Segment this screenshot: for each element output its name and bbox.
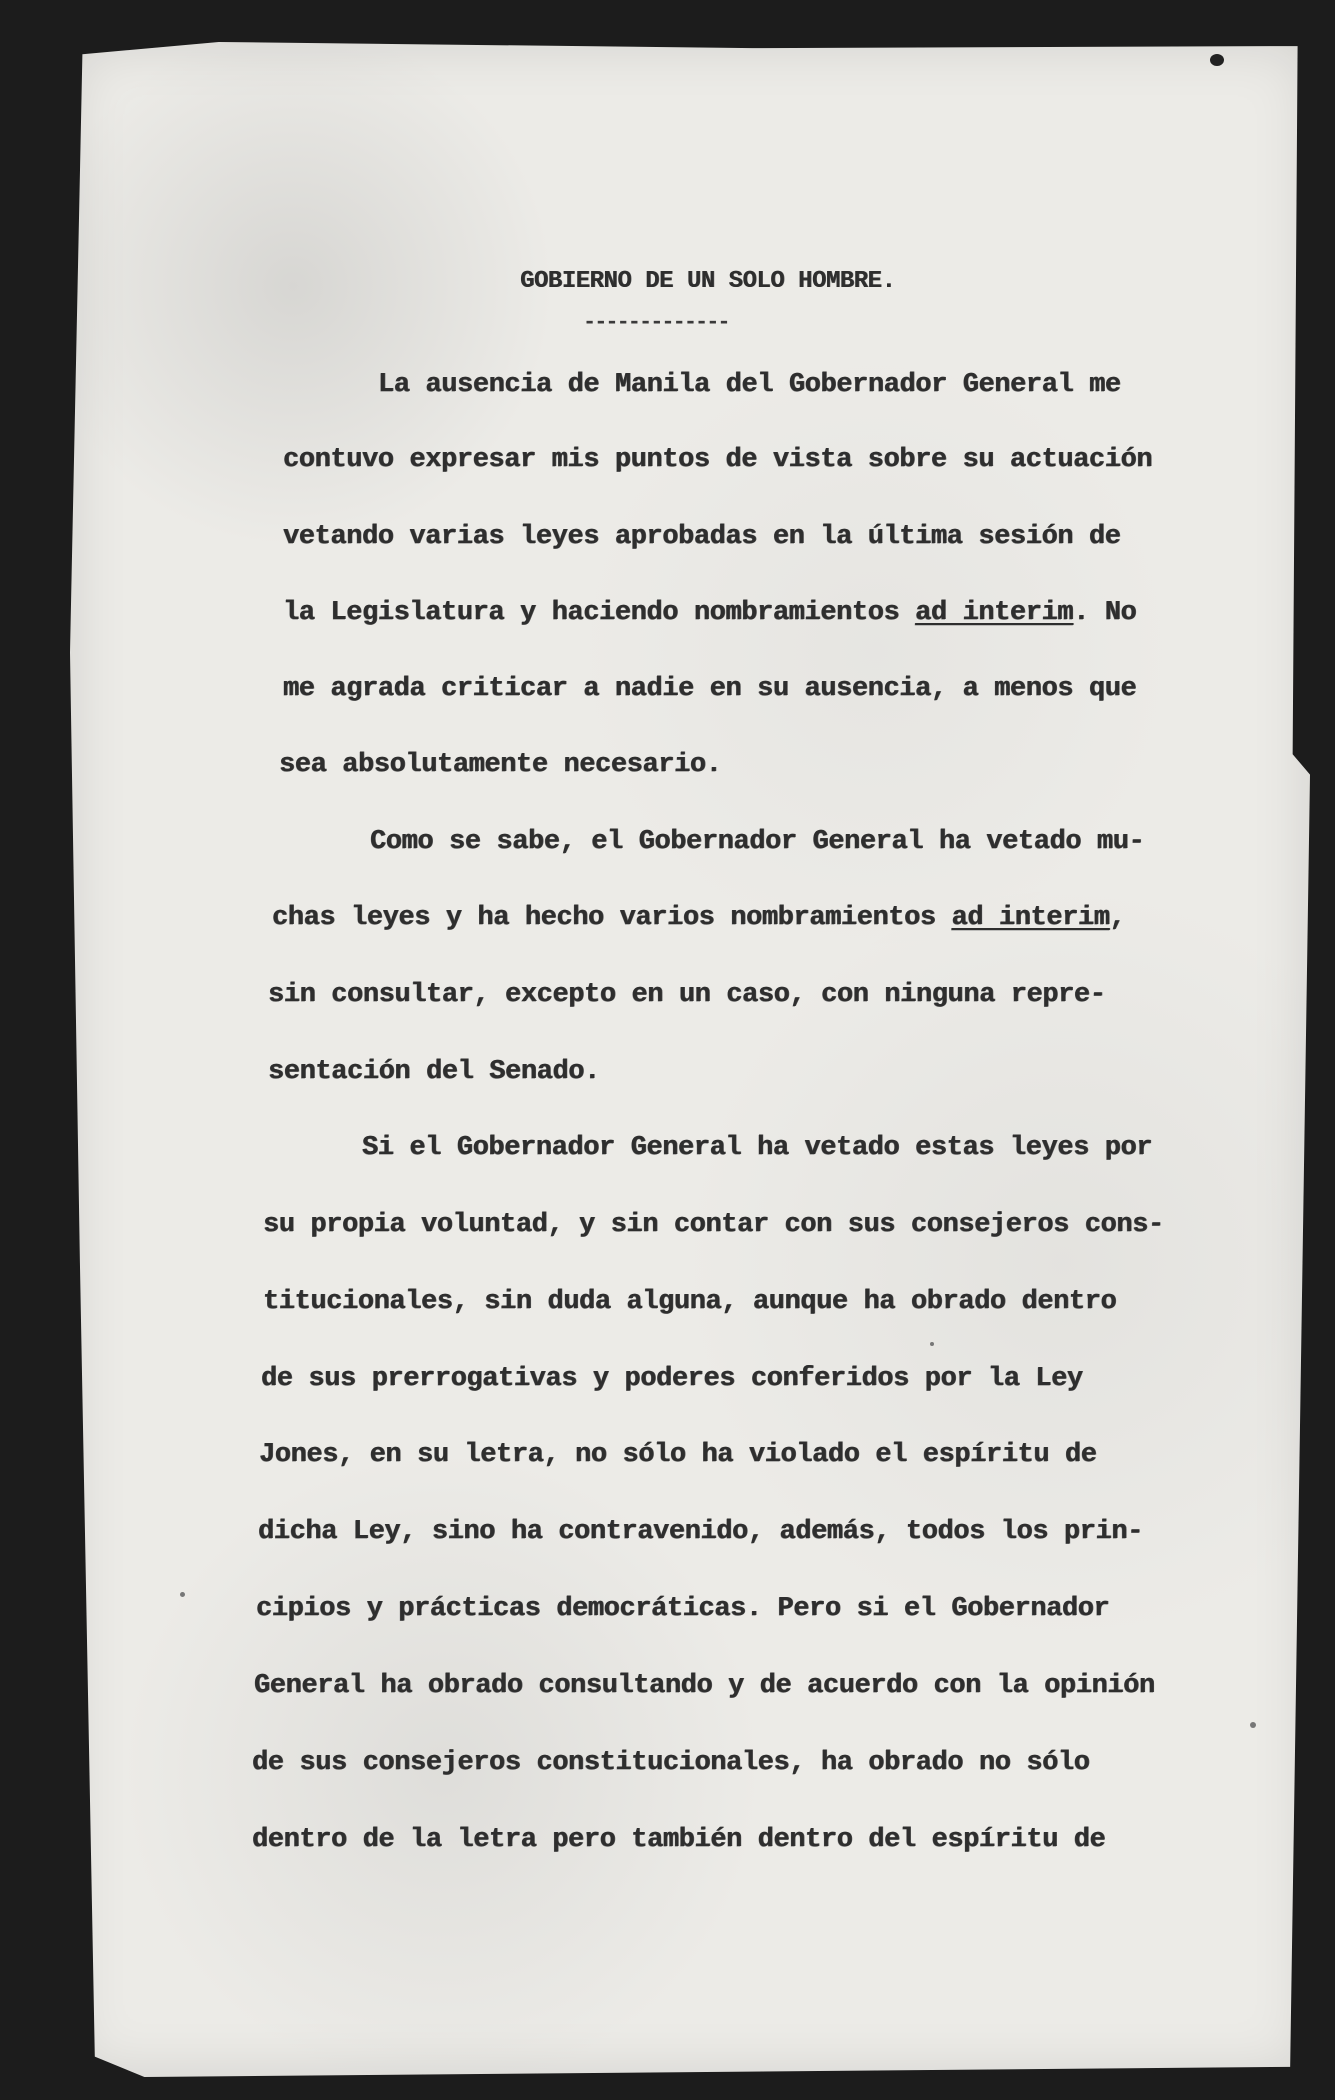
text-line: de sus prerrogativas y poderes conferidos por la Ley	[261, 1364, 1083, 1394]
text-line: cipios y prácticas democráticas. Pero si el Gobernador	[256, 1594, 1110, 1624]
text-line: sentación del Senado.	[268, 1057, 600, 1087]
ink-speck	[1250, 1722, 1256, 1728]
document-title: GOBIERNO DE UN SOLO HOMBRE.	[520, 268, 896, 295]
text-line: General ha obrado consultando y de acuerdo con la opinión	[254, 1671, 1155, 1701]
ink-speck	[1210, 54, 1224, 66]
text-line: de sus consejeros constitucionales, ha obrado no sólo	[252, 1748, 1090, 1778]
text-line: dicha Ley, sino ha contravenido, además, todos los prin-	[258, 1517, 1143, 1547]
text-line: Jones, en su letra, no sólo ha violado el espíritu de	[259, 1440, 1097, 1470]
text-line: contuvo expresar mis puntos de vista sobre su actuación	[283, 445, 1153, 475]
underlined-phrase: ad interim	[951, 903, 1110, 933]
text-line: sin consultar, excepto en un caso, con ninguna repre-	[268, 980, 1106, 1010]
text-line: me agrada criticar a nadie en su ausencia, a menos que	[283, 674, 1137, 704]
text-line: titucionales, sin duda alguna, aunque ha obrado dentro	[263, 1287, 1117, 1317]
text-line: dentro de la letra pero también dentro del espíritu de	[252, 1825, 1106, 1855]
underlined-phrase: ad interim	[915, 598, 1074, 628]
title-underline: -------------	[583, 310, 729, 335]
text-line: su propia voluntad, y sin contar con sus consejeros cons-	[263, 1210, 1164, 1240]
text-line: sea absolutamente necesario.	[279, 750, 722, 780]
text-line: vetando varias leyes aprobadas en la última sesión de	[283, 522, 1121, 552]
text-line: chas leyes y ha hecho varios nombramientos ad interim,	[272, 903, 1126, 933]
ink-speck	[180, 1592, 185, 1597]
text-line: la Legislatura y haciendo nombramientos ad interim. No	[283, 598, 1137, 628]
text-line: Como se sabe, el Gobernador General ha vetado mu-	[370, 827, 1145, 857]
text-line: Si el Gobernador General ha vetado estas leyes por	[362, 1133, 1153, 1163]
text-line: La ausencia de Manila del Gobernador General me	[378, 370, 1121, 400]
ink-speck	[930, 1342, 934, 1346]
